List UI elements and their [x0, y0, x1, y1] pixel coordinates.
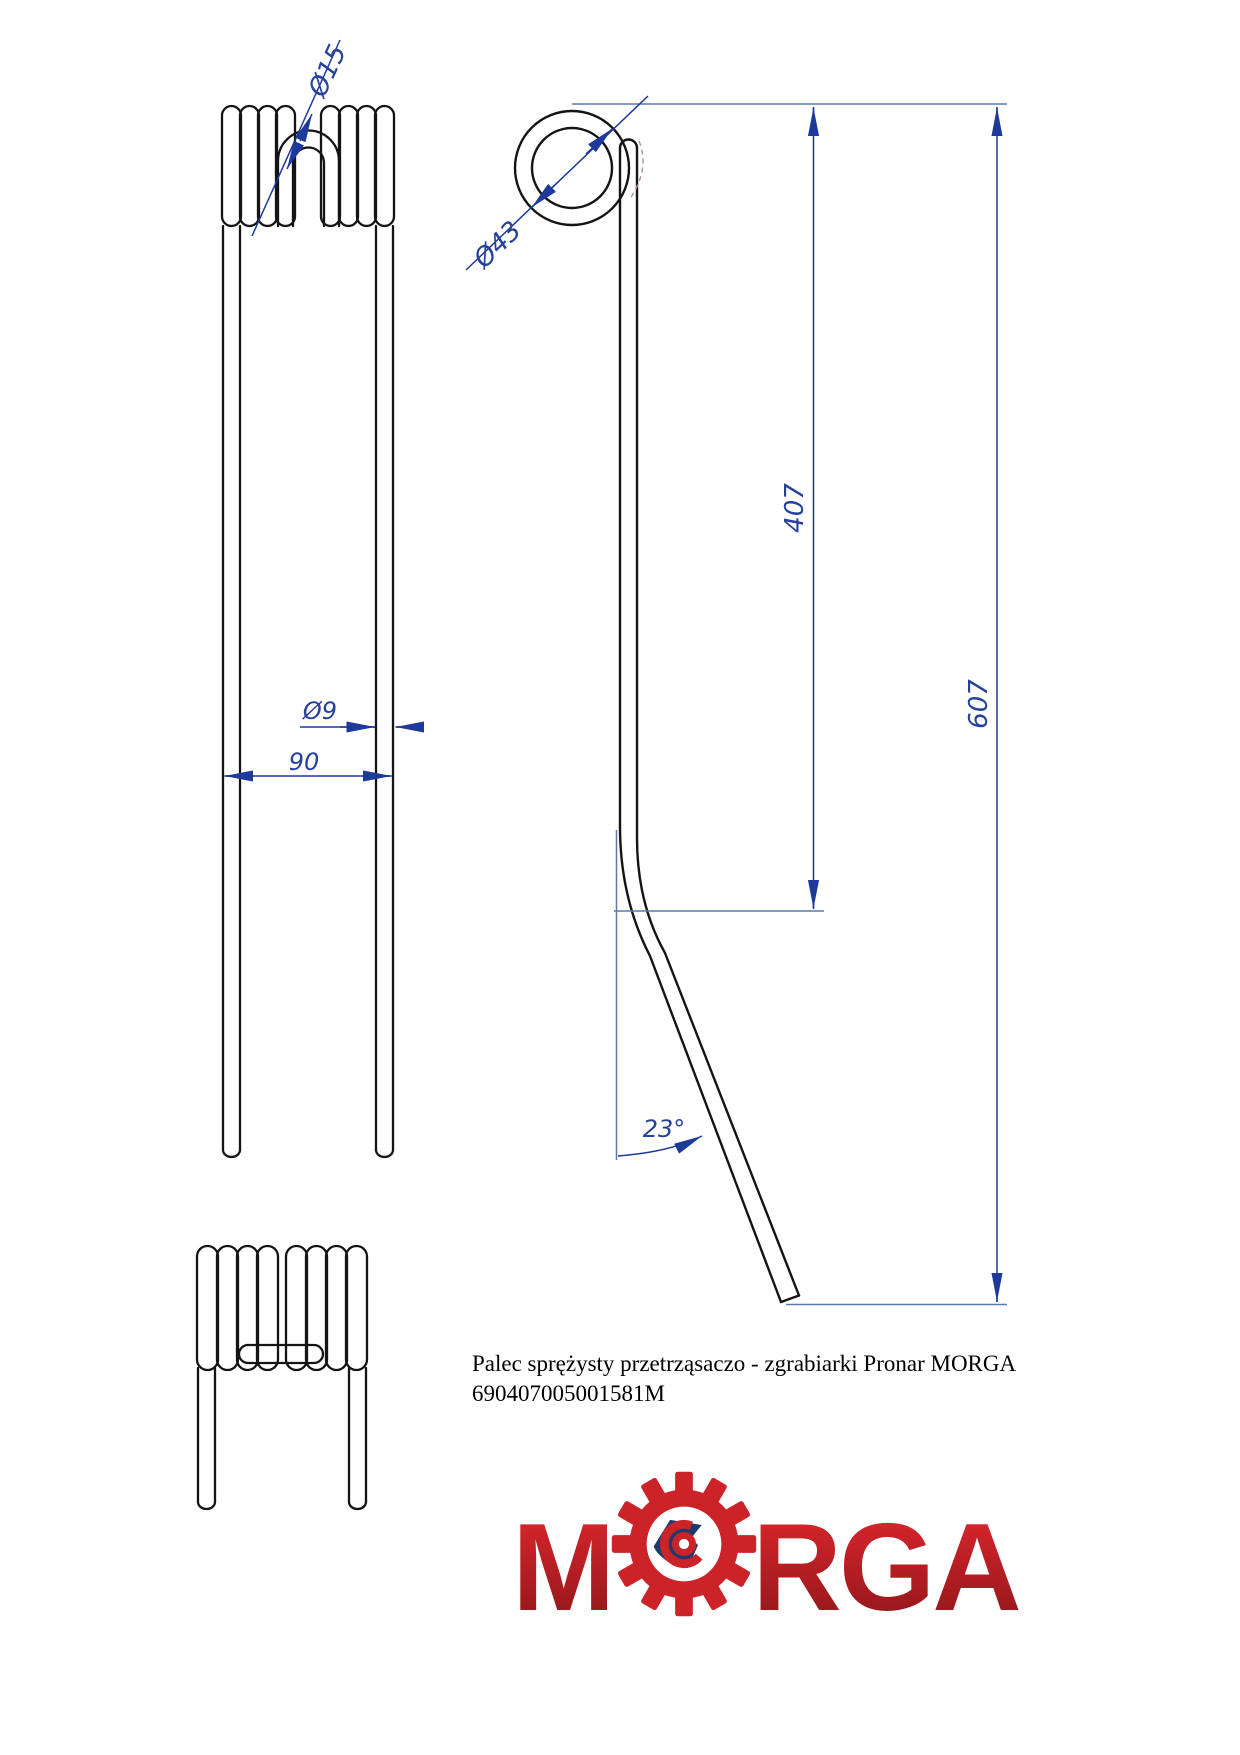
dimension-lines	[225, 40, 998, 1302]
dimension-upper-length: 407	[780, 483, 810, 533]
dimension-coil-outer-side: Ø43	[468, 215, 528, 275]
logo-gear-icon	[608, 1468, 760, 1625]
dimension-leg-spacing: 90	[288, 748, 320, 776]
dimension-bend-angle: 23°	[642, 1115, 686, 1143]
dimension-total-length: 607	[964, 679, 994, 729]
front-view-tine	[222, 106, 394, 1157]
part-description: Palec sprężysty przetrząsaczo - zgrabiarki Pronar MORGA	[472, 1351, 1017, 1376]
morga-logo	[512, 1462, 1019, 1637]
dimension-wire-diameter: Ø9	[302, 697, 338, 725]
title-block	[472, 1349, 1016, 1409]
bottom-view-tine	[197, 1246, 367, 1509]
part-number: 690407005001581M	[472, 1381, 665, 1406]
dimension-coil-inner-front: Ø15	[303, 40, 353, 102]
logo-letter-m: M	[512, 1462, 612, 1630]
logo-letters-rga: RGA	[752, 1462, 1019, 1630]
